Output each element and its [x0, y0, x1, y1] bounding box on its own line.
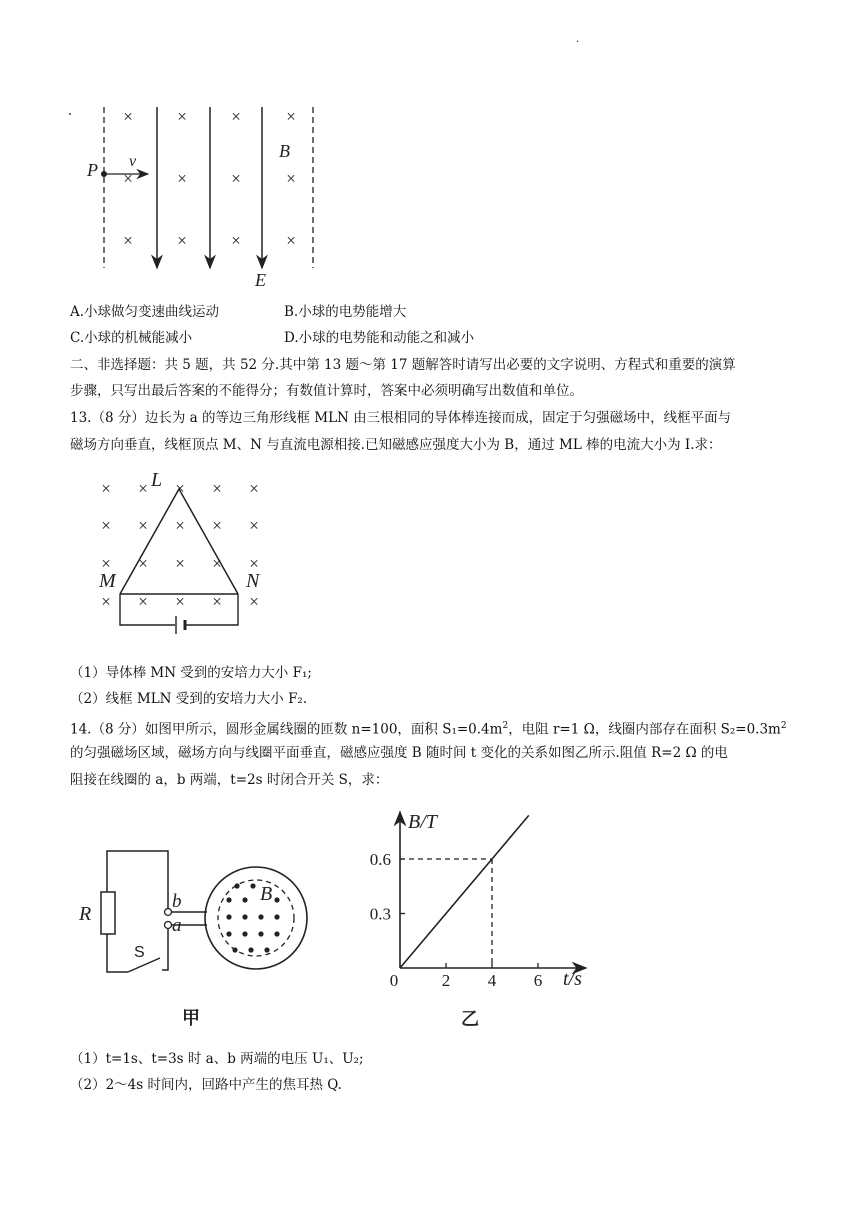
field-cross-symbol: × [212, 479, 222, 498]
label-b-field: B [260, 883, 273, 905]
label-b-terminal: b [172, 891, 182, 912]
label-n: N [246, 570, 260, 592]
field-cross-symbol: × [175, 592, 185, 611]
field-cross-symbol: × [249, 516, 259, 535]
header-mark: · [576, 37, 580, 48]
field-cross-symbol: × [138, 516, 148, 535]
field-cross-symbol: × [231, 231, 241, 250]
triangle-frame [120, 489, 238, 594]
caption-yi: 乙 [461, 1009, 479, 1030]
option-c: C.小球的机械能减小 [70, 330, 193, 346]
field-cross-symbol: × [175, 479, 185, 498]
field-cross-symbol: × [101, 592, 111, 611]
label-v: v [129, 153, 137, 170]
field-cross-symbol: × [101, 479, 111, 498]
option-b: B.小球的电势能增大 [284, 304, 407, 320]
q14-text-line1: 14.（8 分）如图甲所示，圆形金属线圈的匝数 n=100，面积 $S_1=0.4m^2$，电阻 r=1 Ω，线圈内部存在面积 $S_2=0.3m^2$ [70, 721, 787, 738]
option-d: D.小球的电势能和动能之和减小 [284, 330, 475, 346]
field-cross-symbol: × [123, 107, 133, 126]
figure-field-diagram [0, 0, 860, 300]
q14-text-line2: 的匀强磁场区域，磁场方向与线圈平面垂直，磁感应强度 B 随时间 t 变化的关系如图乙所示.阻值 R=2 Ω 的电 [70, 745, 728, 761]
field-cross-symbol: × [138, 592, 148, 611]
x-tick-label: 4 [487, 971, 497, 990]
field-cross-symbol: × [175, 516, 185, 535]
field-cross-symbol: × [231, 169, 241, 188]
label-r: R [79, 903, 92, 925]
field-cross-symbol: × [123, 231, 133, 250]
field-cross-symbol: × [123, 169, 133, 188]
field-cross-symbol: × [212, 516, 222, 535]
field-cross-symbol: × [212, 554, 222, 573]
option-a: A.小球做匀变速曲线运动 [70, 304, 220, 320]
section-heading-line2: 步骤，只写出最后答案的不能得分；有数值计算时，答案中必须明确写出数值和单位。 [70, 383, 583, 399]
section-heading-line1: 二、非选择题：共 5 题，共 52 分.其中第 13 题～第 17 题解答时请写出必要的文字说明、方程式和重要的演算 [70, 357, 736, 373]
field-cross-symbol: × [231, 107, 241, 126]
field-cross-symbol: × [138, 479, 148, 498]
field-cross-symbol: × [249, 592, 259, 611]
q13-text-line1: 13.（8 分）边长为 a 的等边三角形线框 MLN 由三根相同的导体棒连接而成，固定于匀强磁场中，线框平面与 [70, 410, 732, 426]
label-e: E [255, 270, 266, 290]
y-tick-label: 0.6 [369, 849, 391, 869]
chart-b-vs-t [0, 800, 860, 1040]
q13-text-line2: 磁场方向垂直，线框顶点 M、N 与直流电源相接.已知磁感应强度大小为 B，通过 ML 棒的电流大小为 I.求： [70, 437, 722, 453]
q13-part2: （2）线框 MLN 受到的安培力大小 F₂. [70, 691, 308, 707]
field-cross-symbol: × [175, 554, 185, 573]
magnetic-field-crosses [101, 479, 259, 611]
y-axis-label: B/T [408, 811, 437, 833]
label-s: S [134, 944, 145, 961]
field-cross-symbol: × [249, 479, 259, 498]
field-cross-symbol: × [101, 516, 111, 535]
label-l: L [151, 469, 163, 491]
field-cross-symbol: × [177, 107, 187, 126]
x-tick-label: 0 [389, 971, 399, 990]
field-cross-symbol: × [101, 554, 111, 573]
label-a-terminal: a [172, 915, 182, 936]
field-cross-symbol: × [212, 592, 222, 611]
x-axis-label: t/s [563, 968, 582, 990]
label-p: P [87, 160, 98, 180]
q14-part2: （2）2～4s 时间内，回路中产生的焦耳热 Q. [70, 1077, 342, 1093]
label-m: M [99, 570, 116, 592]
field-cross-symbol: × [138, 554, 148, 573]
x-tick-label: 6 [533, 971, 543, 990]
q14-text-line3: 阻接在线圈的 a，b 两端，t=2s 时闭合开关 S，求： [70, 772, 389, 788]
field-cross-symbol: × [177, 169, 187, 188]
figure-triangle-frame [0, 460, 860, 660]
label-b: B [279, 141, 290, 161]
x-tick-label: 2 [441, 971, 451, 990]
field-cross-symbol: × [286, 107, 296, 126]
field-cross-symbol: × [249, 554, 259, 573]
field-cross-symbol: × [177, 231, 187, 250]
series-line-b [400, 815, 529, 968]
field-cross-symbol: × [286, 169, 296, 188]
q13-part1: （1）导体棒 MN 受到的安培力大小 F₁; [70, 665, 312, 681]
caption-jia: 甲 [182, 1008, 200, 1029]
field-cross-symbol: × [286, 231, 296, 250]
q14-part1: （1）t=1s、t=3s 时 a、b 两端的电压 U₁、U₂; [70, 1051, 364, 1067]
y-tick-label: 0.3 [369, 904, 391, 924]
